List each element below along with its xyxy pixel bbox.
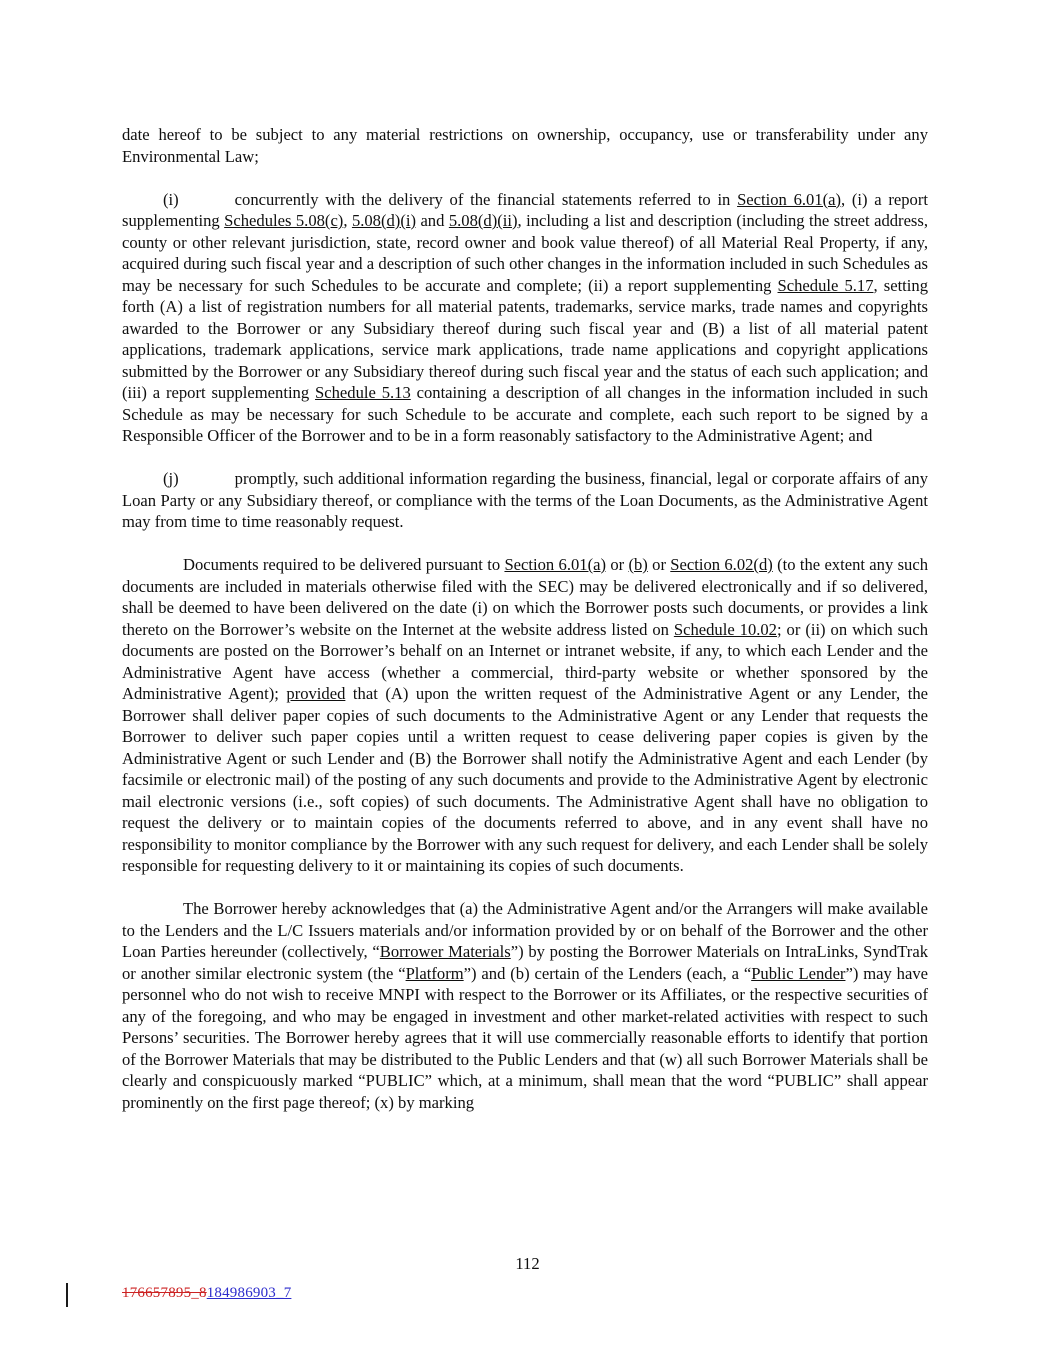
underlined-reference: Platform (405, 963, 464, 983)
underlined-reference: (b) (628, 555, 648, 574)
text-run: (i) (163, 189, 179, 209)
text-run: and (416, 211, 449, 230)
underlined-reference: Schedule 5.17 (777, 275, 874, 295)
underlined-reference: 5.08(d)(ii) (448, 211, 518, 230)
underlined-reference: Schedule 5.13 (315, 383, 411, 402)
underlined-reference: 5.08(d)(i) (351, 211, 416, 230)
text-run: , (343, 211, 352, 230)
text-run: or (647, 555, 671, 574)
text-run: , including a list and description (including the street address, county or other relevant jurisdiction, state, record owner and book value thereof) of all Material Real Property, if any, acquired during such fiscal year and a description of such other changes in the information included in such Schedules as may be necessary for such Schedules to be accurate and complete; (ii) a report supplementing (122, 211, 928, 295)
underlined-reference: provided (286, 684, 346, 703)
deleted-doc-id: 176657895_8 (122, 1285, 207, 1301)
change-bar (66, 1283, 68, 1307)
paragraph (122, 898, 928, 1113)
underlined-reference: Schedules 5.08(c) (224, 211, 344, 230)
text-run: ; or (ii) on which such documents are posted on the Borrower’s behalf on an Internet or intranet website, if any, to which each Lender and the Administrative Agent have access (whether a commercial, third-party website or whether sponsored by the Administrative Agent); (122, 619, 928, 703)
underlined-reference: Section 6.01(a) (737, 189, 842, 209)
paragraph (122, 554, 928, 877)
text-run: (to the extent any such documents are included in materials otherwise filed with the SEC) may be delivered electronically and if so delivered, shall be deemed to have been delivered on the date (i) on which the Borrower posts such documents, or provides a link thereto on the Borrower’s website on the Internet at the website address listed on (122, 555, 928, 639)
paragraph (122, 189, 928, 447)
underlined-reference: Public Lender (751, 963, 846, 983)
text-run: containing a description of all changes in the information included in such Schedule as may be necessary for such Schedule to be accurate and complete, each such report to be signed by a Responsible Officer of the Borrower and to be in a form reasonably satisfactory to the Administrative Agent; and (122, 383, 929, 445)
footer-doc-ids (122, 1284, 291, 1303)
text-run: ”) by posting the Borrower Materials on IntraLinks, SyndTrak or another similar electronic system (the “ (122, 942, 928, 983)
underlined-reference: Section 6.02(d) (670, 555, 773, 574)
text-run: or (606, 555, 629, 574)
text-run: , setting forth (A) a list of registration numbers for all material patents, trademarks, service marks, trade names and copyrights awarded to the Borrower or any Subsidiary thereof during such fiscal year and (B) a list of all material patent applications, trademark applications, service mark applications, trade name applications and copyright applications submitted by the Borrower or any Subsidiary thereof during such fiscal year and the status of each such application; and (iii) a report supplementing (122, 275, 929, 402)
text-run: (j) (163, 469, 179, 488)
text-run: The Borrower hereby acknowledges that (a) the Administrative Agent and/or the Arrangers will make available to the Lenders and the L/C Issuers materials and/or information provided by or on behalf of the Borrower and the other Loan Parties hereunder (collectively, “ (122, 899, 928, 961)
paragraph (122, 468, 928, 533)
text-run: promptly, such additional information regarding the business, financial, legal or corporate affairs of any Loan Party or any Subsidiary thereof, or compliance with the terms of the Loan Documents, as the Administrative Agent may from time to time reasonably request. (122, 469, 928, 531)
inserted-doc-id: 184986903_7 (206, 1285, 292, 1301)
page-number: 112 (515, 1254, 540, 1273)
underlined-reference: Schedule 10.02 (673, 619, 777, 639)
underlined-reference: Borrower Materials (379, 942, 511, 961)
paragraph (122, 124, 928, 167)
text-run: concurrently with the delivery of the financial statements referred to in (234, 189, 738, 209)
text-run: Documents required to be delivered pursuant to (183, 555, 505, 574)
text-run: that (A) upon the written request of the Administrative Agent or any Lender, the Borrower shall deliver paper copies of such documents to the Administrative Agent or any Lender that requests the Borrower to deliver such paper copies until a written request to cease delivering paper copies is given by the Administrative Agent or such Lender and (B) the Borrower shall notify the Administrative Agent and each Lender (by facsimile or electronic mail) of the posting of any such documents and provide to the Administrative Agent by electronic mail electronic versions (i.e., soft copies) of such documents. The Administrative Agent shall have no obligation to request the delivery or to maintain copies of the documents referred to above, and in any event shall have no responsibility to monitor compliance by the Borrower with any such request for delivery, and each Lender shall be solely responsible for requesting delivery to it or maintaining its copies of such documents. (122, 684, 928, 875)
text-run: ”) may have personnel who do not wish to receive MNPI with respect to the Borrower or its Affiliates, or the respective securities of any of the foregoing, and who may be engaged in investment and other market-related activities with respect to such Persons’ securities. The Borrower hereby agrees that it will use commercially reasonable efforts to identify that portion of the Borrower Materials that may be distributed to the Public Lenders and that (w) all such Borrower Materials shall be clearly and conspicuously marked “PUBLIC” which, at a minimum, shall mean that the word “PUBLIC” shall appear prominently on the first page thereof; (x) by marking (122, 963, 928, 1112)
underlined-reference: Section 6.01(a) (504, 555, 606, 574)
text-run: date hereof to be subject to any material restrictions on ownership, occupancy, use or transferability under any Environmental Law; (122, 125, 928, 166)
text-run: ”) and (b) certain of the Lenders (each, a “ (463, 963, 752, 983)
text-run: , (i) a report supplementing (122, 189, 928, 230)
document-body (122, 124, 928, 1113)
